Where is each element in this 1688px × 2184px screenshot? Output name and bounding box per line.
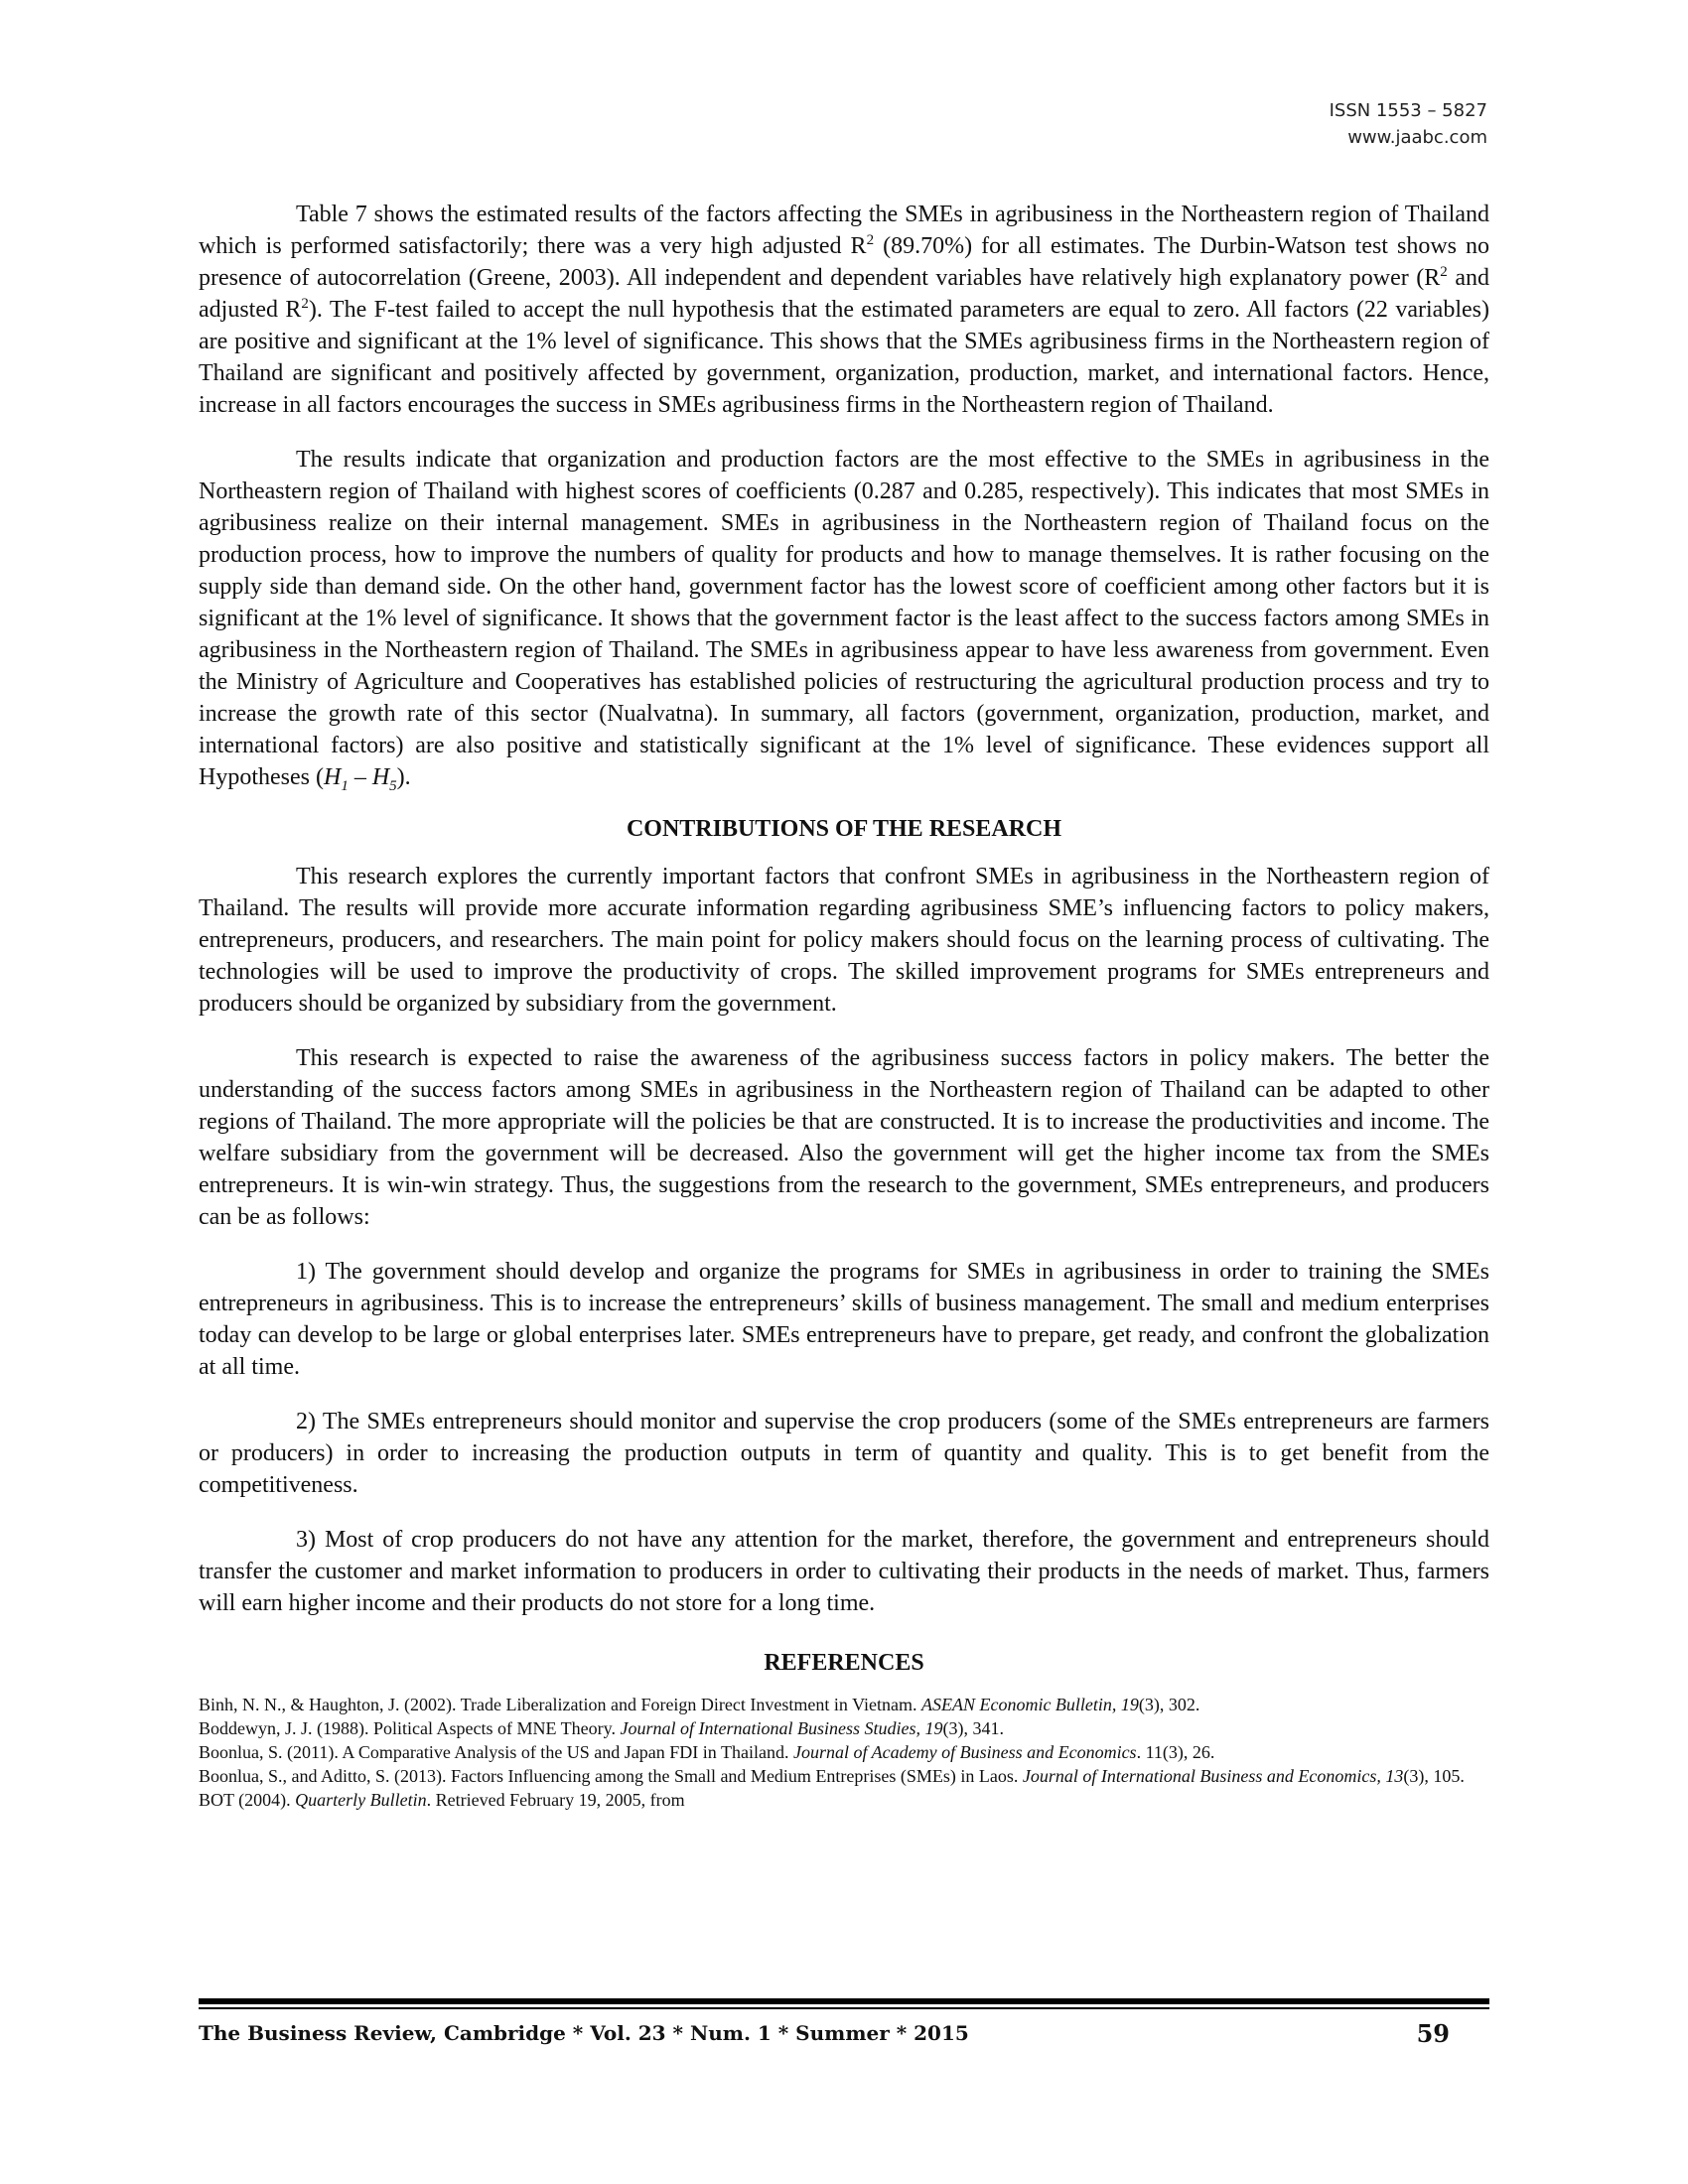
references-heading: REFERENCES xyxy=(764,1650,924,1676)
page-content xyxy=(199,199,1489,1812)
reference-item: Boddewyn, J. J. (1988). Political Aspects of MNE Theory. Journal of International Business Studies, 19(3), 341. xyxy=(199,1718,1004,1738)
suggestion-3: 3) Most of crop producers do not have any attention for the market, therefore, the government and entrepreneurs should transfer the customer and market information to producers in order to cultivating their products in the needs of market. Thus, farmers will earn higher income and their products do not store for a long time. xyxy=(199,1527,1489,1616)
footer-journal-info: The Business Review, Cambridge * Vol. 23 * Num. 1 * Summer * 2015 xyxy=(199,2021,969,2045)
journal-website: www.jaabc.com xyxy=(1347,127,1487,148)
reference-item: BOT (2004). Quarterly Bulletin. Retrieved February 19, 2005, from xyxy=(199,1790,685,1810)
suggestion-1: 1) The government should develop and organize the programs for SMEs in agribusiness in order to training the SMEs entrepreneurs in agribusiness. This is to increase the entrepreneurs’ skills of business management. The small and medium enterprises today can develop to be large or global enterprises later. SMEs entrepreneurs have to prepare, get ready, and confront the globalization at all time. xyxy=(199,1259,1489,1380)
reference-item: Binh, N. N., & Haughton, J. (2002). Trade Liberalization and Foreign Direct Investment in Vietnam. ASEAN Economic Bulletin, 19(3), 302. xyxy=(199,1695,1200,1714)
contributions-heading: CONTRIBUTIONS OF THE RESEARCH xyxy=(626,816,1062,842)
page-number: 59 xyxy=(1416,2019,1450,2048)
issn-number: ISSN 1553 – 5827 xyxy=(1329,100,1487,121)
suggestion-2: 2) The SMEs entrepreneurs should monitor and supervise the crop producers (some of the SMEs entrepreneurs are farmers or producers) in order to increasing the production outputs in term of quantity and quality. This is to get benefit from the competitiveness. xyxy=(199,1409,1489,1498)
footer-rule-thick xyxy=(199,1998,1489,2004)
issn-header xyxy=(1330,97,1487,151)
reference-item: Boonlua, S. (2011). A Comparative Analysis of the US and Japan FDI in Thailand. Journal of Academy of Business and Economics. 11(3), 26. xyxy=(199,1742,1215,1762)
footer-rule-thin xyxy=(199,2007,1489,2009)
contributions-paragraph-2: This research is expected to raise the awareness of the agribusiness success factors in policy makers. The better the understanding of the success factors among SMEs in agribusiness in the Northeastern region of Thailand can be adapted to other regions of Thailand. The more appropriate will the policies be that are constructed. It is to increase the productivities and income. The welfare subsidiary from the government will be decreased. Also the government will get the higher income tax from the SMEs entrepreneurs. It is win-win strategy. Thus, the suggestions from the research to the government, SMEs entrepreneurs, and producers can be as follows: xyxy=(199,1045,1489,1230)
reference-item: Boonlua, S., and Aditto, S. (2013). Factors Influencing among the Small and Medium Entreprises (SMEs) in Laos. Journal of International Business and Economics, 13(3), 105. xyxy=(199,1766,1465,1786)
results-paragraph-2: The results indicate that organization and production factors are the most effective to the SMEs in agribusiness in the Northeastern region of Thailand with highest scores of coefficients (0.287 and 0.285, respectively). This indicates that most SMEs in agribusiness realize on their internal management. SMEs in agribusiness in the Northeastern region of Thailand focus on the production process, how to improve the numbers of quality for products and how to manage themselves. It is rather focusing on the supply side than demand side. On the other hand, government factor has the lowest score of coefficient among other factors but it is significant at the 1% level of significance. It shows that the government factor is the least affect to the success factors among SMEs in agribusiness in the Northeastern region of Thailand. The SMEs in agribusiness appear to have less awareness from government. Even the Ministry of Agriculture and Cooperatives has established policies of restructuring the agricultural production process and try to increase the growth rate of this sector (Nualvatna). In summary, all factors (government, organization, production, market, and international factors) are also positive and statistically significant at the 1% level of significance. These evidences support all Hypotheses $(H_1 - H_5)$. xyxy=(199,447,1489,794)
results-paragraph-1: Table 7 shows the estimated results of the factors affecting the SMEs in agribusiness in the Northeastern region of Thailand which is performed satisfactorily; there was a very high adjusted $R^2$ (89.70%) for all estimates. The Durbin-Watson test shows no presence of autocorrelation (Greene, 2003). All independent and dependent variables have relatively high explanatory power ($R^2$ and adjusted $R^2$). The F-test failed to accept the null hypothesis that the estimated parameters are equal to zero. All factors (22 variables) are positive and significant at the 1% level of significance. This shows that the SMEs agribusiness firms in the Northeastern region of Thailand are significant and positively affected by government, organization, production, market, and international factors. Hence, increase in all factors encourages the success in SMEs agribusiness firms in the Northeastern region of Thailand. xyxy=(199,202,1490,418)
contributions-paragraph-1: This research explores the currently important factors that confront SMEs in agribusiness in the Northeastern region of Thailand. The results will provide more accurate information regarding agribusiness SME’s influencing factors to policy makers, entrepreneurs, producers, and researchers. The main point for policy makers should focus on the learning process of cultivating. The technologies will be used to improve the productivity of crops. The skilled improvement programs for SMEs entrepreneurs and producers should be organized by subsidiary from the government. xyxy=(199,864,1489,1017)
